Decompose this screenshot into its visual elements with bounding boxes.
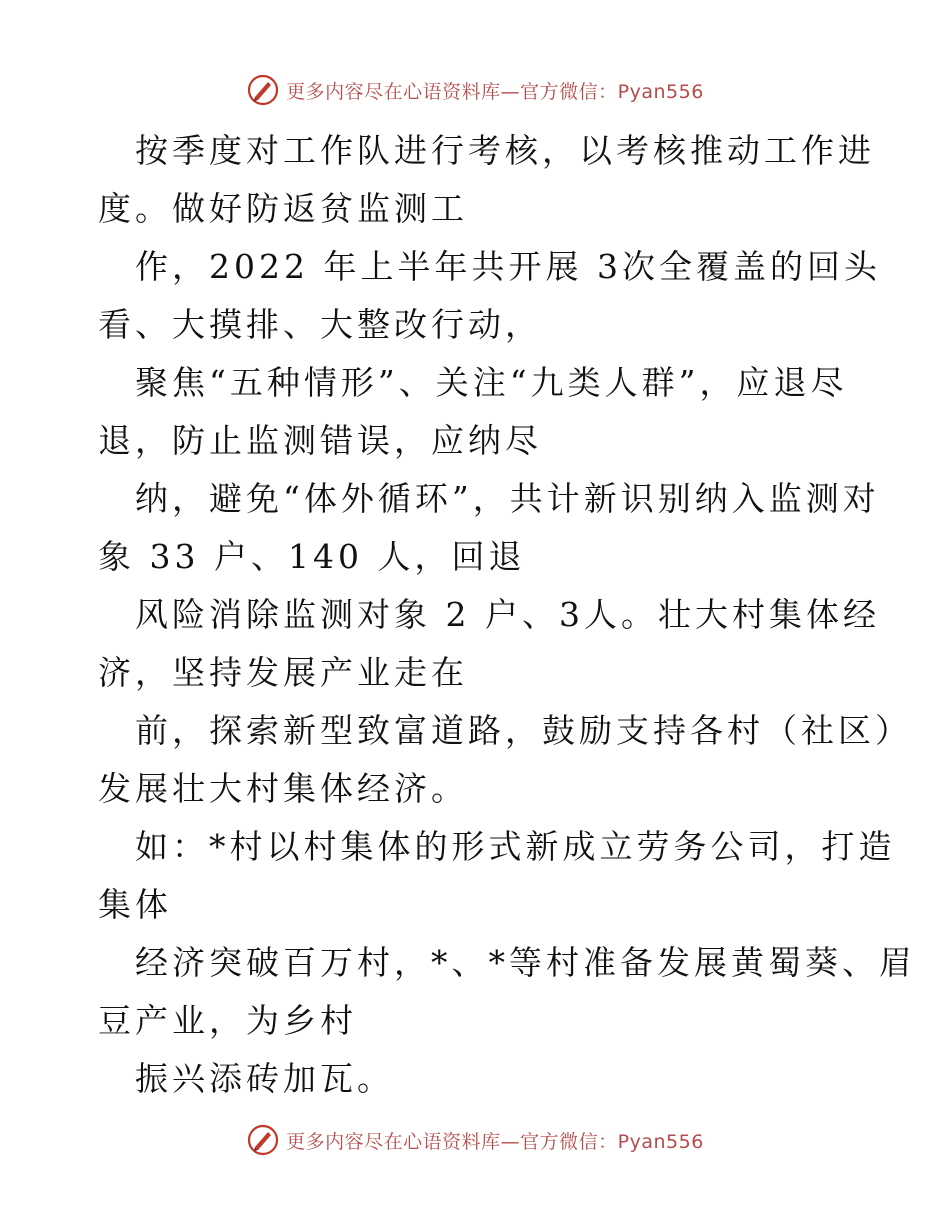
- text-line: 集体: [98, 885, 172, 924]
- text-line: 作，2022 年上半年共开展 3次全覆盖的回头: [135, 247, 881, 286]
- header-banner-text: 更多内容尽在心语资料库—官方微信：Pyan556: [286, 80, 704, 103]
- text-line: 象 33 户、140 人，回退: [98, 537, 526, 576]
- body-text: [98, 122, 916, 1108]
- text-line: 看、大摸排、大整改行动，: [98, 305, 542, 344]
- text-line: 按季度对工作队进行考核，以考核推动工作进: [135, 131, 875, 170]
- footer-banner: [0, 1120, 950, 1160]
- pen-logo-icon: [246, 1123, 280, 1157]
- footer-banner-text: 更多内容尽在心语资料库—官方微信：Pyan556: [286, 1130, 704, 1153]
- text-line: 济，坚持发展产业走在: [98, 653, 468, 692]
- header-banner: [0, 70, 950, 110]
- text-line: 风险消除监测对象 2 户、3人。壮大村集体经: [135, 595, 880, 634]
- text-line: 发展壮大村集体经济。: [98, 769, 468, 808]
- text-line: 纳，避免“体外循环”，共计新识别纳入监测对: [135, 479, 880, 518]
- text-line: 度。做好防返贫监测工: [98, 189, 468, 228]
- pen-logo-icon: [246, 73, 280, 107]
- text-line: 豆产业，为乡村: [98, 1001, 357, 1040]
- text-line: 如：*村以村集体的形式新成立劳务公司，打造: [135, 827, 896, 866]
- text-line: 退，防止监测错误，应纳尽: [98, 421, 542, 460]
- text-line: 经济突破百万村，*、*等村准备发展黄蜀葵、眉: [135, 943, 916, 982]
- text-line: 前，探索新型致富道路，鼓励支持各村（社区）: [135, 711, 912, 750]
- text-line: 振兴添砖加瓦。: [135, 1059, 394, 1098]
- text-line: 聚焦“五种情形”、关注“九类人群”，应退尽: [135, 363, 848, 402]
